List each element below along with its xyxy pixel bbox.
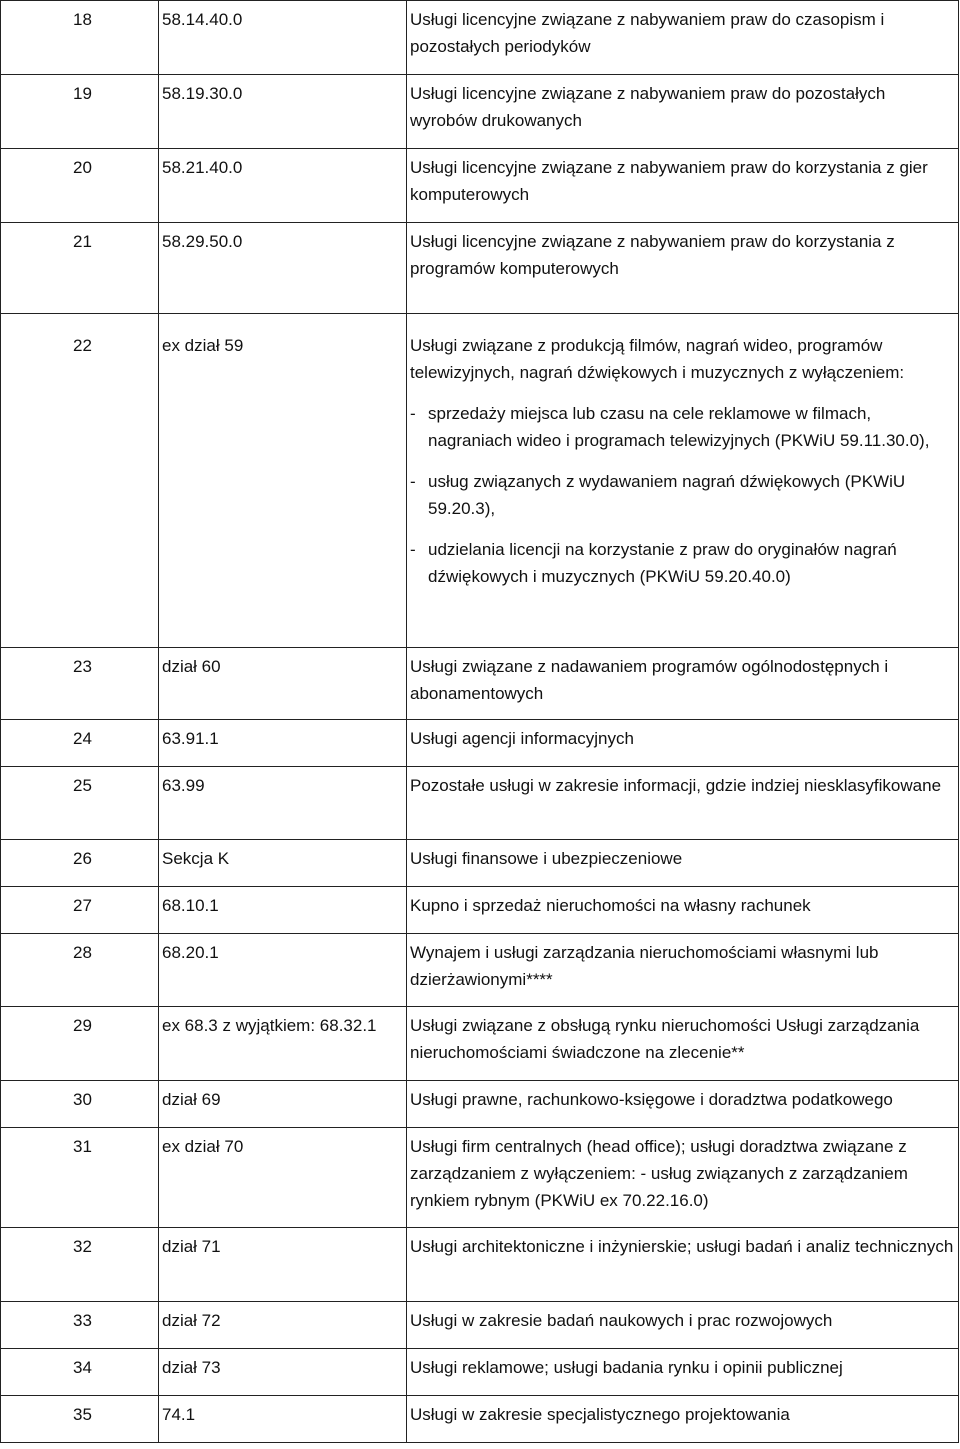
row-number: 22 <box>1 314 159 648</box>
table-row <box>1 934 959 1007</box>
row-number: 20 <box>1 149 159 223</box>
services-table-body <box>1 1 959 1443</box>
pkwiu-code: 68.10.1 <box>159 887 407 934</box>
description-text: Usługi firm centralnych (head office); usługi doradztwa związane z zarządzaniem z wyłączeniem: - usług związanych z zarządzaniem rynkiem rybnym (PKWiU ex 70.22.16.0) <box>410 1137 908 1210</box>
exclusion-item <box>410 536 956 590</box>
pkwiu-code: dział 69 <box>159 1081 407 1128</box>
service-description <box>407 149 959 223</box>
row-number: 24 <box>1 720 159 767</box>
table-row <box>1 648 959 720</box>
service-description <box>407 75 959 149</box>
exclusion-item <box>410 468 956 522</box>
row-number: 19 <box>1 75 159 149</box>
table-row <box>1 1302 959 1349</box>
service-description <box>407 1228 959 1302</box>
table-row <box>1 840 959 887</box>
pkwiu-code: 58.14.40.0 <box>159 1 407 75</box>
service-description <box>407 767 959 840</box>
pkwiu-code: Sekcja K <box>159 840 407 887</box>
exclusion-item <box>410 400 956 454</box>
pkwiu-code: 58.21.40.0 <box>159 149 407 223</box>
row-number: 28 <box>1 934 159 1007</box>
row-number: 23 <box>1 648 159 720</box>
service-description <box>407 314 959 648</box>
description-text: Usługi finansowe i ubezpieczeniowe <box>410 849 683 868</box>
row-number: 18 <box>1 1 159 75</box>
row-number: 34 <box>1 1349 159 1396</box>
description-text: Usługi związane z obsługą rynku nieruchomości Usługi zarządzania nieruchomościami świadczone na zlecenie** <box>410 1016 920 1062</box>
row-number: 35 <box>1 1396 159 1443</box>
service-description <box>407 648 959 720</box>
pkwiu-code: ex 68.3 z wyjątkiem: 68.32.1 <box>159 1007 407 1081</box>
pkwiu-code: 68.20.1 <box>159 934 407 1007</box>
service-description <box>407 1081 959 1128</box>
service-description <box>407 1007 959 1081</box>
service-description <box>407 720 959 767</box>
pkwiu-code: ex dział 59 <box>159 314 407 648</box>
service-description <box>407 934 959 1007</box>
pkwiu-code: dział 72 <box>159 1302 407 1349</box>
dash-bullet: - <box>410 472 416 491</box>
row-number: 30 <box>1 1081 159 1128</box>
pkwiu-code: dział 73 <box>159 1349 407 1396</box>
table-row <box>1 1396 959 1443</box>
table-row <box>1 1007 959 1081</box>
description-text: Usługi związane z nadawaniem programów ogólnodostępnych i abonamentowych <box>410 657 889 703</box>
service-description <box>407 1396 959 1443</box>
exclusion-item-text: usług związanych z wydawaniem nagrań dźwiękowych (PKWiU 59.20.3), <box>428 472 906 518</box>
table-row <box>1 887 959 934</box>
description-text: Usługi w zakresie specjalistycznego projektowania <box>410 1405 790 1424</box>
row-number: 25 <box>1 767 159 840</box>
description-text: Usługi reklamowe; usługi badania rynku i opinii publicznej <box>410 1358 843 1377</box>
dash-bullet: - <box>410 404 416 423</box>
description-text: Wynajem i usługi zarządzania nieruchomościami własnymi lub dzierżawionymi**** <box>410 943 879 989</box>
row-number: 26 <box>1 840 159 887</box>
service-description <box>407 840 959 887</box>
pkwiu-code: 63.91.1 <box>159 720 407 767</box>
service-description <box>407 1302 959 1349</box>
table-row <box>1 720 959 767</box>
description-text: Usługi związane z produkcją filmów, nagrań wideo, programów telewizyjnych, nagrań dźwiękowych i muzycznych z wyłączeniem: <box>410 336 905 382</box>
table-row <box>1 314 959 648</box>
service-description <box>407 887 959 934</box>
row-number: 27 <box>1 887 159 934</box>
table-row <box>1 1081 959 1128</box>
pkwiu-code: ex dział 70 <box>159 1128 407 1228</box>
row-number: 32 <box>1 1228 159 1302</box>
row-number: 31 <box>1 1128 159 1228</box>
description-text: Usługi w zakresie badań naukowych i prac rozwojowych <box>410 1311 833 1330</box>
service-description <box>407 1128 959 1228</box>
pkwiu-code: 58.19.30.0 <box>159 75 407 149</box>
description-text: Kupno i sprzedaż nieruchomości na własny rachunek <box>410 896 811 915</box>
description-text: Usługi prawne, rachunkowo-księgowe i doradztwa podatkowego <box>410 1090 893 1109</box>
row-number: 29 <box>1 1007 159 1081</box>
description-text: Usługi licencyjne związane z nabywaniem praw do pozostałych wyrobów drukowanych <box>410 84 886 130</box>
row-number: 33 <box>1 1302 159 1349</box>
pkwiu-code: 63.99 <box>159 767 407 840</box>
description-text: Usługi agencji informacyjnych <box>410 729 634 748</box>
description-text: Usługi architektoniczne i inżynierskie; usługi badań i analiz technicznych <box>410 1237 954 1256</box>
service-description <box>407 1 959 75</box>
table-row <box>1 223 959 314</box>
table-row <box>1 75 959 149</box>
table-row <box>1 1 959 75</box>
description-text: Usługi licencyjne związane z nabywaniem praw do czasopism i pozostałych periodyków <box>410 10 885 56</box>
table-row <box>1 1349 959 1396</box>
description-text: Usługi licencyjne związane z nabywaniem praw do korzystania z programów komputerowych <box>410 232 895 278</box>
description-text: Pozostałe usługi w zakresie informacji, gdzie indziej niesklasyfikowane <box>410 776 942 795</box>
dash-bullet: - <box>410 540 416 559</box>
row-number: 21 <box>1 223 159 314</box>
pkwiu-code: 74.1 <box>159 1396 407 1443</box>
table-row <box>1 1228 959 1302</box>
service-description <box>407 223 959 314</box>
pkwiu-code: dział 71 <box>159 1228 407 1302</box>
exclusion-item-text: udzielania licencji na korzystanie z praw do oryginałów nagrań dźwiękowych i muzycznych (PKWiU 59.20.40.0) <box>428 540 897 586</box>
table-row <box>1 767 959 840</box>
pkwiu-code: dział 60 <box>159 648 407 720</box>
table-row <box>1 149 959 223</box>
service-description <box>407 1349 959 1396</box>
description-text: Usługi licencyjne związane z nabywaniem praw do korzystania z gier komputerowych <box>410 158 928 204</box>
pkwiu-code: 58.29.50.0 <box>159 223 407 314</box>
table-row <box>1 1128 959 1228</box>
exclusion-item-text: sprzedaży miejsca lub czasu na cele reklamowe w filmach, nagraniach wideo i programach telewizyjnych (PKWiU 59.11.30.0), <box>428 404 930 450</box>
